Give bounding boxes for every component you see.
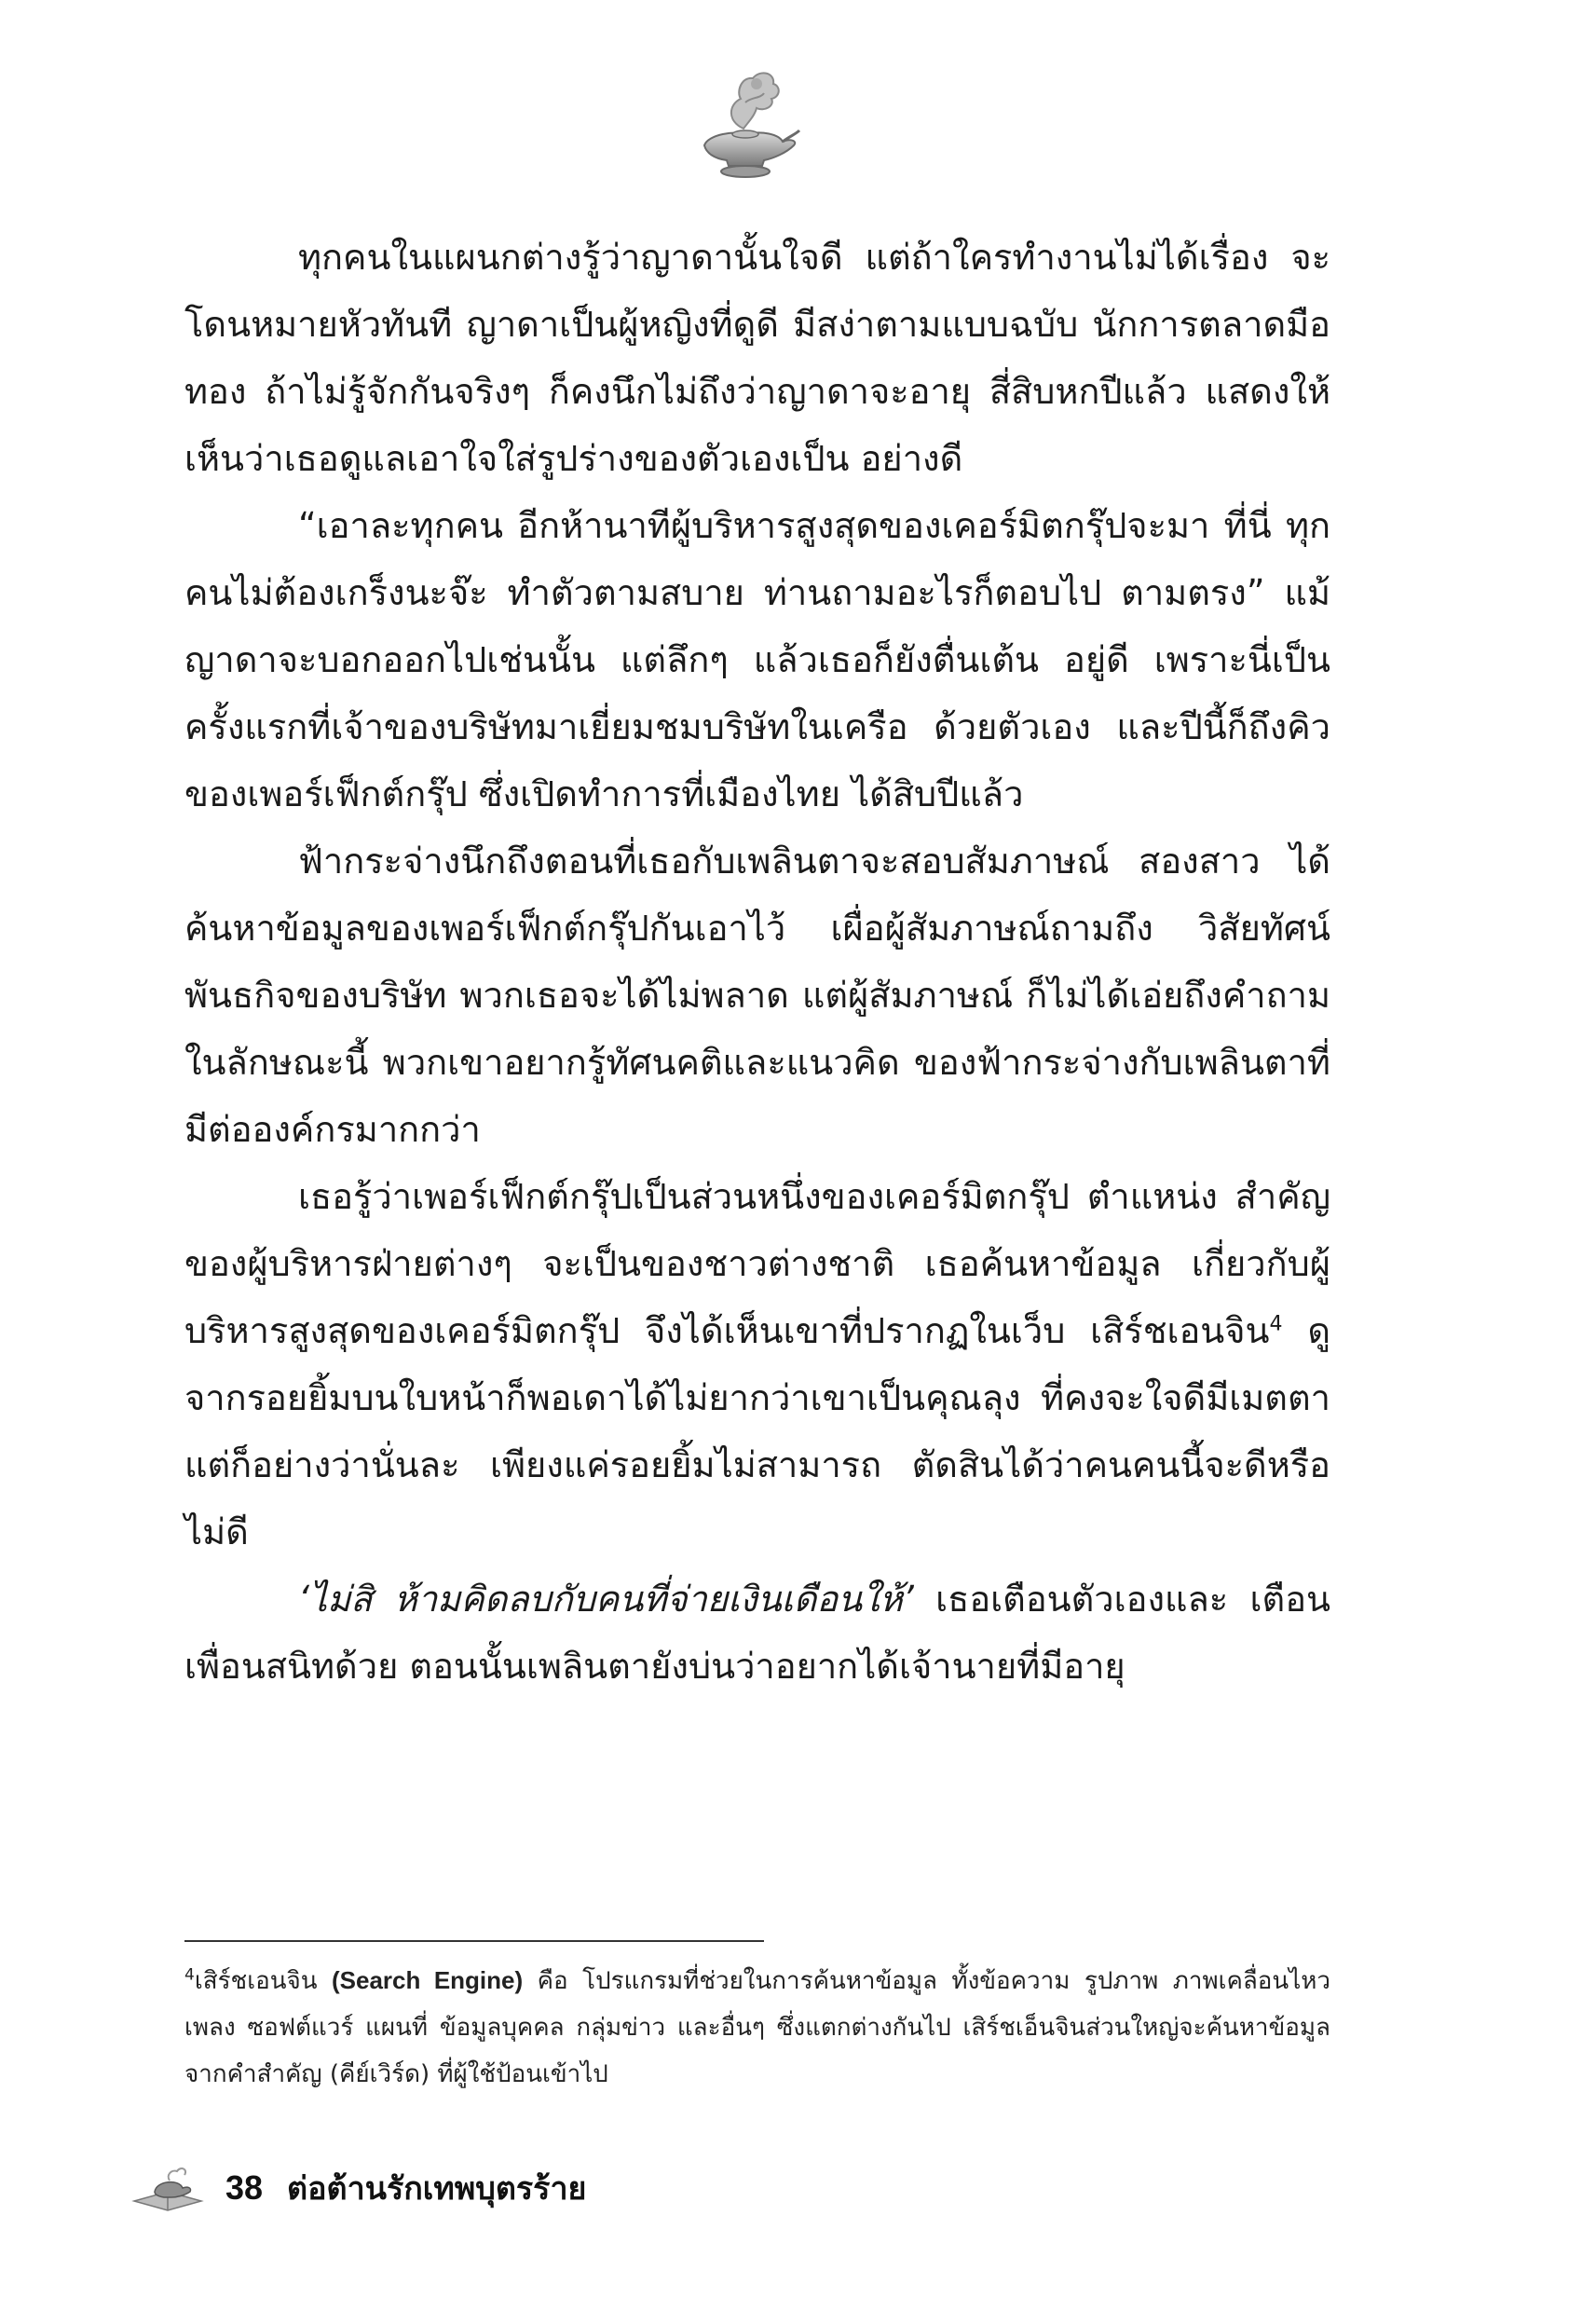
footnote-term-thai: เสิร์ชเอนจิน	[194, 1967, 318, 1995]
paragraph-4	[184, 1163, 1330, 1566]
genie-lamp-icon	[689, 56, 801, 186]
book-lamp-icon	[130, 2164, 205, 2212]
footnote-reference: 4	[1269, 1312, 1283, 1336]
paragraph-3: ฟ้ากระจ่างนึกถึงตอนที่เธอกับเพลินตาจะสอบสัมภาษณ์ สองสาว ได้ค้นหาข้อมูลของเพอร์เฟ็กต์กรุ๊ปกันเอาไว้ เผื่อผู้สัมภาษณ์ถามถึง วิสัยทัศน์ พันธกิจของบริษัท พวกเธอจะได้ไม่พลาด แต่ผู้สัมภาษณ์ ก็ไม่ได้เอ่ยถึงคำถามในลักษณะนี้ พวกเขาอยากรู้ทัศนคติและแนวคิด ของฟ้ากระจ่างกับเพลินตาที่มีต่อองค์กรมากกว่า	[184, 841, 1330, 1150]
book-title: ต่อต้านรักเทพบุตรร้าย	[287, 2170, 587, 2208]
page-footer	[130, 2160, 586, 2216]
footnote-term-english: (Search Engine)	[331, 1966, 524, 1994]
paragraph-5-text: เธอเตือนตัวเองและ เตือนเพื่อนสนิทด้วย ตอนนั้นเพลินตายังบ่นว่าอยากได้เจ้านายที่มีอายุ	[184, 1579, 1330, 1687]
paragraph-5	[184, 1566, 1330, 1700]
footnote	[184, 1957, 1330, 2098]
footnote-divider	[184, 1940, 764, 1942]
footnote-marker: 4	[184, 1965, 195, 1985]
page-number: 38	[225, 2168, 264, 2207]
paragraph-4-text-a: เธอรู้ว่าเพอร์เฟ็กต์กรุ๊ปเป็นส่วนหนึ่งของเคอร์มิตกรุ๊ป ตำแหน่ง สำคัญของผู้บริหารฝ่ายต่างๆ จะเป็นของชาวต่างชาติ เธอค้นหาข้อมูล เกี่ยวกับผู้บริหารสูงสุดของเคอร์มิตกรุ๊ป จึงได้เห็นเขาที่ปรากฏในเว็บ เสิร์ชเอนจิน	[184, 1176, 1330, 1351]
footnote-text: คือ โปรแกรมที่ช่วยในการค้นหาข้อมูล ทั้งข้อความ รูปภาพ ภาพเคลื่อนไหว เพลง ซอฟต์แวร์ แผนที่ ข้อมูลบุคคล กลุ่มข่าว และอื่นๆ ซึ่งแตกต่างกันไป เสิร์ชเอ็นจินส่วนใหญ่จะค้นหาข้อมูลจากคำสำคัญ (คีย์เวิร์ด) ที่ผู้ใช้ป้อนเข้าไป	[184, 1967, 1331, 2088]
paragraph-1: ทุกคนในแผนกต่างรู้ว่าญาดานั้นใจดี แต่ถ้าใครทำงานไม่ได้เรื่อง จะโดนหมายหัวทันที ญาดาเป็นผู้หญิงที่ดูดี มีสง่าตามแบบฉบับ นักการตลาดมือทอง ถ้าไม่รู้จักกันจริงๆ ก็คงนึกไม่ถึงว่าญาดาจะอายุ สี่สิบหกปีแล้ว แสดงให้เห็นว่าเธอดูแลเอาใจใส่รูปร่างของตัวเองเป็น อย่างดี	[184, 237, 1330, 479]
paragraph-4-text-b: ดูจากรอยยิ้มบนใบหน้าก็พอเดาได้ไม่ยากว่าเขาเป็นคุณลุง ที่คงจะใจดีมีเมตตา แต่ก็อย่างว่านั่นละ เพียงแค่รอยยิ้มไม่สามารถ ตัดสินได้ว่าคนคนนี้จะดีหรือไม่ดี	[184, 1310, 1330, 1552]
chapter-body	[184, 224, 1330, 1700]
italic-thought: ‘ไม่สิ ห้ามคิดลบกับคนที่จ่ายเงินเดือนให้’	[298, 1579, 914, 1620]
paragraph-2: “เอาละทุกคน อีกห้านาทีผู้บริหารสูงสุดของเคอร์มิตกรุ๊ปจะมา ที่นี่ ทุกคนไม่ต้องเกร็งนะจ๊ะ ทำตัวตามสบาย ท่านถามอะไรก็ตอบไป ตามตรง” แม้ญาดาจะบอกออกไปเช่นนั้น แต่ลึกๆ แล้วเธอก็ยังตื่นเต้น อยู่ดี เพราะนี่เป็นครั้งแรกที่เจ้าของบริษัทมาเยี่ยมชมบริษัทในเครือ ด้วยตัวเอง และปีนี้ก็ถึงคิวของเพอร์เฟ็กต์กรุ๊ป ซึ่งเปิดทำการที่เมืองไทย ได้สิบปีแล้ว	[184, 505, 1330, 814]
